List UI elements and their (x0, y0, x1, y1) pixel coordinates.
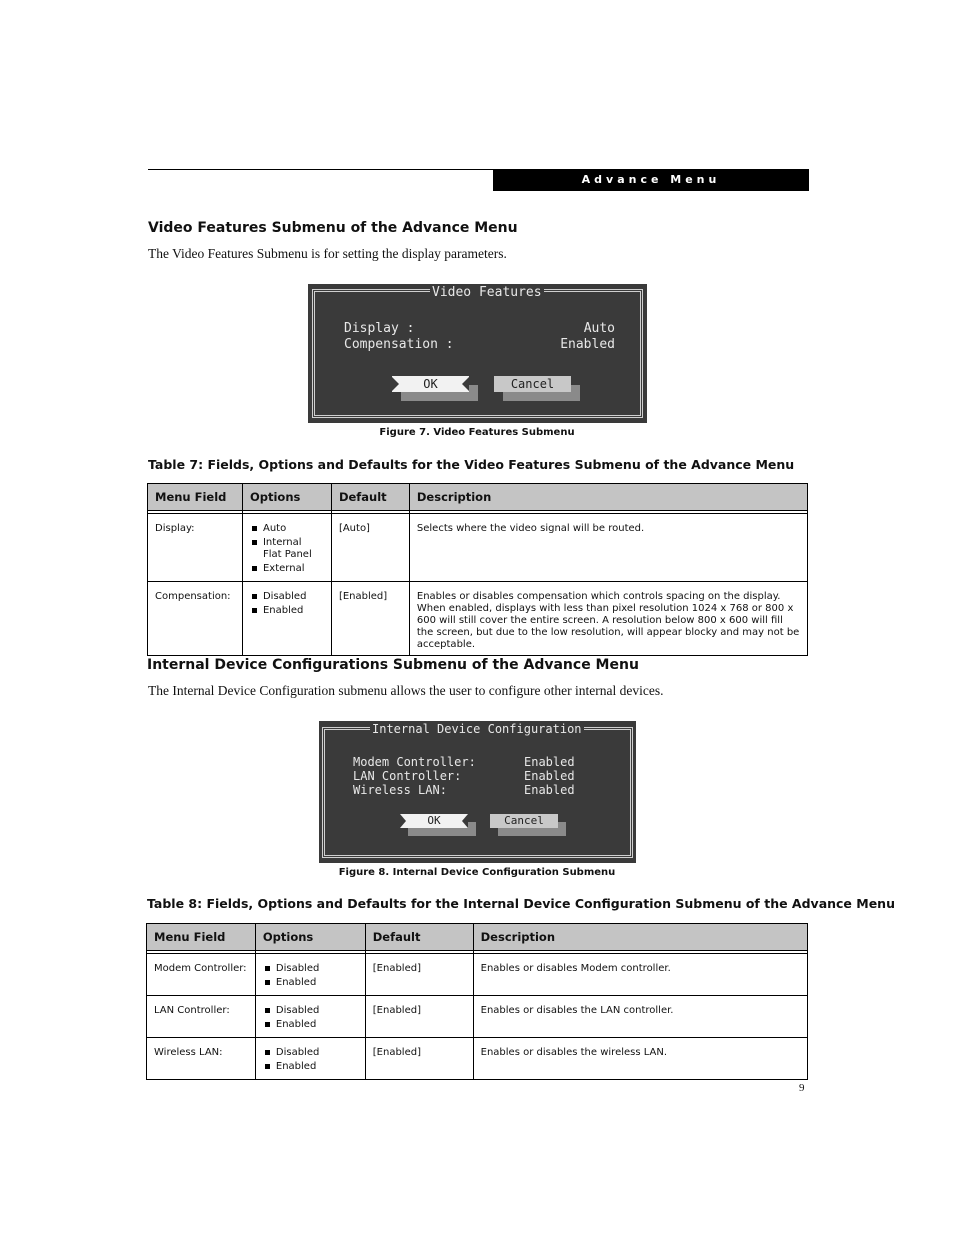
lan-controller-label: LAN Controller: (353, 769, 462, 783)
table-row (148, 514, 808, 582)
header-rule (148, 169, 493, 170)
section-label: Advance Menu (493, 169, 809, 191)
col-options: Options (255, 924, 365, 951)
description-cell: Selects where the video signal will be routed. (409, 514, 807, 582)
right-arrow-icon (462, 377, 469, 391)
description-cell: Enables or disables Modem controller. (473, 954, 807, 996)
cancel-label: Cancel (490, 814, 558, 828)
wireless-lan-value[interactable]: Enabled (524, 783, 575, 797)
table-8 (146, 923, 808, 1080)
video-intro: The Video Features Submenu is for setting the display parameters. (148, 246, 507, 261)
ok-label: OK (392, 376, 469, 392)
table-row (147, 996, 808, 1038)
option-item: Enabled (263, 1061, 358, 1073)
option-item: Auto (250, 523, 324, 535)
compensation-label: Compensation : (344, 337, 454, 352)
default-cell: [Enabled] (365, 996, 473, 1038)
default-cell: [Auto] (331, 514, 409, 582)
video-heading: Video Features Submenu of the Advance Menu (148, 220, 518, 236)
internal-device-screen (319, 721, 636, 863)
cancel-label: Cancel (494, 376, 571, 392)
option-item: Enabled (263, 1019, 358, 1031)
video-features-screen (308, 284, 647, 423)
col-description: Description (409, 484, 807, 511)
field-cell: LAN Controller: (147, 996, 256, 1038)
field-cell: Wireless LAN: (147, 1038, 256, 1080)
internal-intro: The Internal Device Configuration submenu allows the user to configure other internal devices. (148, 683, 664, 698)
field-cell: Compensation: (148, 582, 243, 656)
default-cell: [Enabled] (365, 1038, 473, 1080)
table-7 (147, 483, 808, 656)
table-row (147, 954, 808, 996)
table-row (147, 1038, 808, 1080)
col-menu-field: Menu Field (148, 484, 243, 511)
modem-controller-value[interactable]: Enabled (524, 755, 575, 769)
field-cell: Display: (148, 514, 243, 582)
col-description: Description (473, 924, 807, 951)
description-cell: Enables or disables the wireless LAN. (473, 1038, 807, 1080)
col-default: Default (331, 484, 409, 511)
table-row (148, 582, 808, 656)
compensation-value[interactable]: Enabled (560, 337, 615, 352)
ok-label: OK (400, 814, 468, 828)
option-item: Disabled (263, 1005, 358, 1017)
description-cell: Enables or disables compensation which controls spacing on the display. When enabled, displays with less than pixel resolution 1024 x 768 or 800 x 600 will still cover the entire screen. A resolution below 800 x 600 will fill the screen, but due to the low resolution, will appear blocky and may not be acceptable. (409, 582, 807, 656)
screen-title: Video Features (432, 285, 542, 300)
option-item: Disabled (263, 963, 358, 975)
internal-heading: Internal Device Configurations Submenu of the Advance Menu (147, 657, 639, 673)
left-arrow-icon (400, 814, 406, 828)
figure-8-caption: Figure 8. Internal Device Configuration Submenu (338, 867, 616, 878)
option-item: Enabled (250, 605, 324, 617)
default-cell: [Enabled] (365, 954, 473, 996)
left-arrow-icon (392, 377, 399, 391)
field-cell: Modem Controller: (147, 954, 256, 996)
col-menu-field: Menu Field (147, 924, 256, 951)
option-item: Disabled (250, 591, 324, 603)
options-cell (255, 1038, 365, 1080)
description-cell: Enables or disables the LAN controller. (473, 996, 807, 1038)
options-cell (242, 582, 331, 656)
col-default: Default (365, 924, 473, 951)
modem-controller-label: Modem Controller: (353, 755, 476, 769)
figure-7-caption: Figure 7. Video Features Submenu (379, 427, 575, 438)
page-number: 9 (799, 1082, 805, 1094)
right-arrow-icon (462, 814, 468, 828)
options-cell (255, 954, 365, 996)
screen-title: Internal Device Configuration (372, 722, 582, 736)
options-cell (255, 996, 365, 1038)
display-value[interactable]: Auto (583, 321, 615, 336)
option-item: Internal Flat Panel (250, 537, 313, 561)
table-7-title: Table 7: Fields, Options and Defaults for the Video Features Submenu of the Advance Menu (148, 457, 795, 472)
lan-controller-value[interactable]: Enabled (524, 769, 575, 783)
table-8-title: Table 8: Fields, Options and Defaults for the Internal Device Configuration Submenu of the Advance Menu (147, 896, 895, 911)
col-options: Options (242, 484, 331, 511)
default-cell: [Enabled] (331, 582, 409, 656)
option-item: Disabled (263, 1047, 358, 1059)
option-item: External (250, 563, 324, 575)
display-label: Display : (344, 321, 415, 336)
option-item: Enabled (263, 977, 358, 989)
wireless-lan-label: Wireless LAN: (353, 783, 447, 797)
options-cell (242, 514, 331, 582)
